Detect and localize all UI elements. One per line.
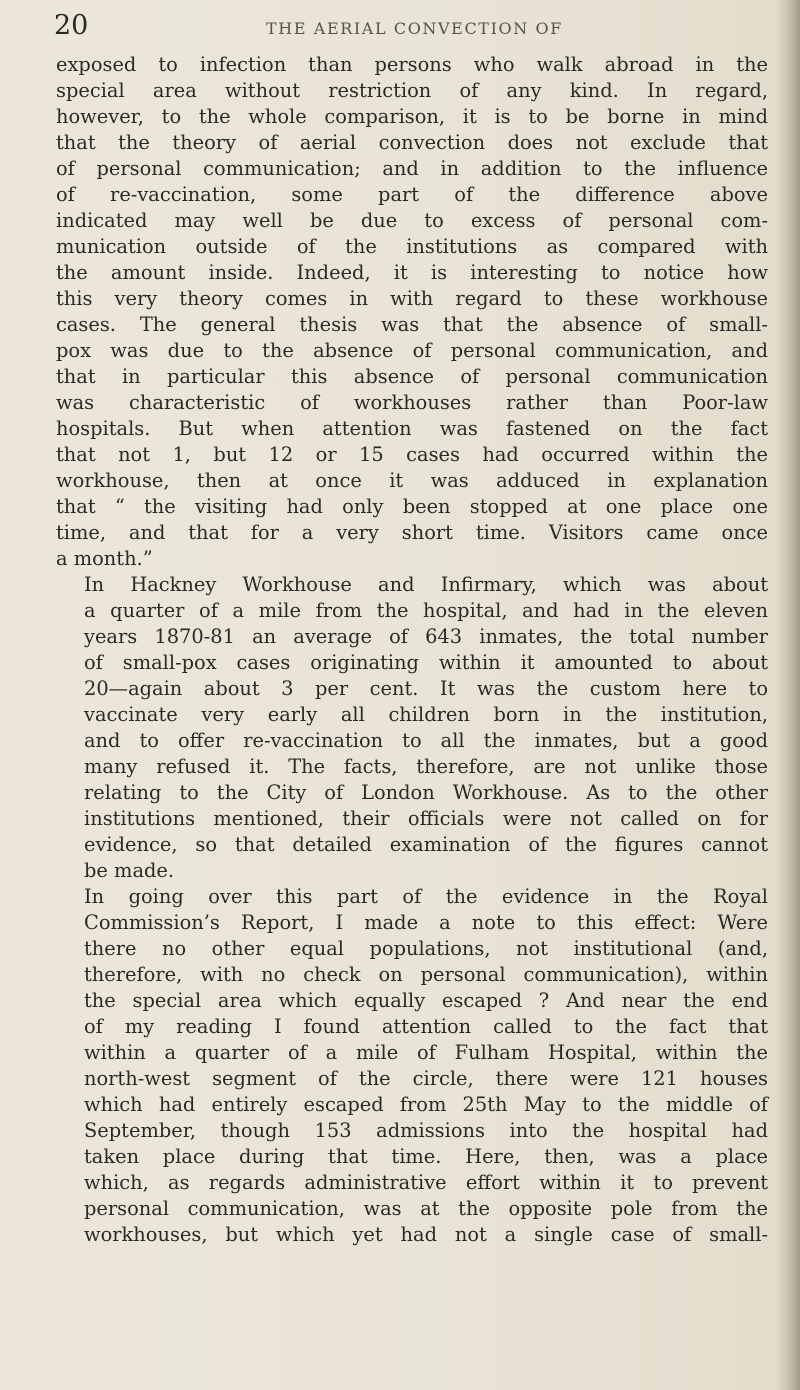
- text-line: Commission’s Report, I made a note to this effect: Were: [84, 911, 768, 934]
- text-line: the amount inside. Indeed, it is interesting to notice how: [56, 261, 768, 284]
- text-line: therefore, with no check on personal communication), within: [84, 963, 768, 986]
- text-line: hospitals. But when attention was fastened on the fact: [56, 417, 768, 440]
- text-line: of small-pox cases originating within it amounted to about: [84, 651, 768, 674]
- text-line: that in particular this absence of personal communication: [56, 365, 768, 388]
- text-line: pox was due to the absence of personal communication, and: [56, 339, 768, 362]
- text-line: many refused it. The facts, therefore, are not unlike those: [84, 755, 768, 778]
- text-line: In going over this part of the evidence in the Royal: [84, 885, 768, 908]
- text-line: evidence, so that detailed examination of the figures cannot: [84, 833, 768, 856]
- text-line: the special area which equally escaped ? And near the end: [84, 989, 768, 1012]
- text-line: a quarter of a mile from the hospital, and had in the eleven: [84, 599, 768, 622]
- text-line: In Hackney Workhouse and Infirmary, which was about: [84, 573, 768, 596]
- text-line: September, though 153 admissions into the hospital had: [84, 1119, 768, 1142]
- text-line: years 1870-81 an average of 643 inmates, the total number: [84, 625, 768, 648]
- text-line: workhouses, but which yet had not a single case of small-: [84, 1223, 768, 1246]
- text-line: taken place during that time. Here, then, was a place: [84, 1145, 768, 1168]
- text-line: of personal communication; and in addition to the influence: [56, 157, 768, 180]
- text-line: which had entirely escaped from 25th May to the middle of: [84, 1093, 768, 1116]
- text-line: 20—again about 3 per cent. It was the custom here to: [84, 677, 768, 700]
- text-line: institutions mentioned, their officials were not called on for: [84, 807, 768, 830]
- text-line: and to offer re-vaccination to all the inmates, but a good: [84, 729, 768, 752]
- text-line: this very theory comes in with regard to these workhouse: [56, 287, 768, 310]
- text-line: be made.: [84, 859, 175, 882]
- text-line: time, and that for a very short time. Visitors came once: [56, 521, 768, 544]
- text-line: there no other equal populations, not institutional (and,: [84, 937, 768, 960]
- text-line: which, as regards administrative effort within it to prevent: [84, 1171, 768, 1194]
- text-line: within a quarter of a mile of Fulham Hospital, within the: [84, 1041, 768, 1064]
- running-head: THE AERIAL CONVECTION OF: [266, 19, 563, 38]
- text-line: that “ the visiting had only been stopped at one place one: [56, 495, 768, 518]
- text-line: exposed to infection than persons who walk abroad in the: [56, 53, 768, 76]
- page-edge-shadow: [776, 0, 800, 1390]
- text-line: that the theory of aerial convection does not exclude that: [56, 131, 768, 154]
- text-line: north-west segment of the circle, there were 121 houses: [84, 1067, 768, 1090]
- text-line: of re-vaccination, some part of the difference above: [56, 183, 768, 206]
- paragraph: [56, 884, 768, 1248]
- text-line: that not 1, but 12 or 15 cases had occurred within the: [56, 443, 768, 466]
- body-text: [56, 52, 768, 1248]
- page-number: 20: [54, 10, 89, 41]
- paragraph: [56, 572, 768, 884]
- text-line: was characteristic of workhouses rather than Poor-law: [56, 391, 768, 414]
- text-line: personal communication, was at the opposite pole from the: [84, 1197, 768, 1220]
- text-line: a month.”: [56, 547, 153, 570]
- text-line: special area without restriction of any kind. In regard,: [56, 79, 768, 102]
- text-line: cases. The general thesis was that the absence of small-: [56, 313, 768, 336]
- paragraph: [56, 52, 768, 572]
- text-line: indicated may well be due to excess of personal com-: [56, 209, 768, 232]
- text-line: munication outside of the institutions as compared with: [56, 235, 768, 258]
- text-line: workhouse, then at once it was adduced in explanation: [56, 469, 768, 492]
- text-line: relating to the City of London Workhouse. As to the other: [84, 781, 768, 804]
- text-line: however, to the whole comparison, it is to be borne in mind: [56, 105, 768, 128]
- text-line: vaccinate very early all children born in the institution,: [84, 703, 768, 726]
- text-line: of my reading I found attention called to the fact that: [84, 1015, 768, 1038]
